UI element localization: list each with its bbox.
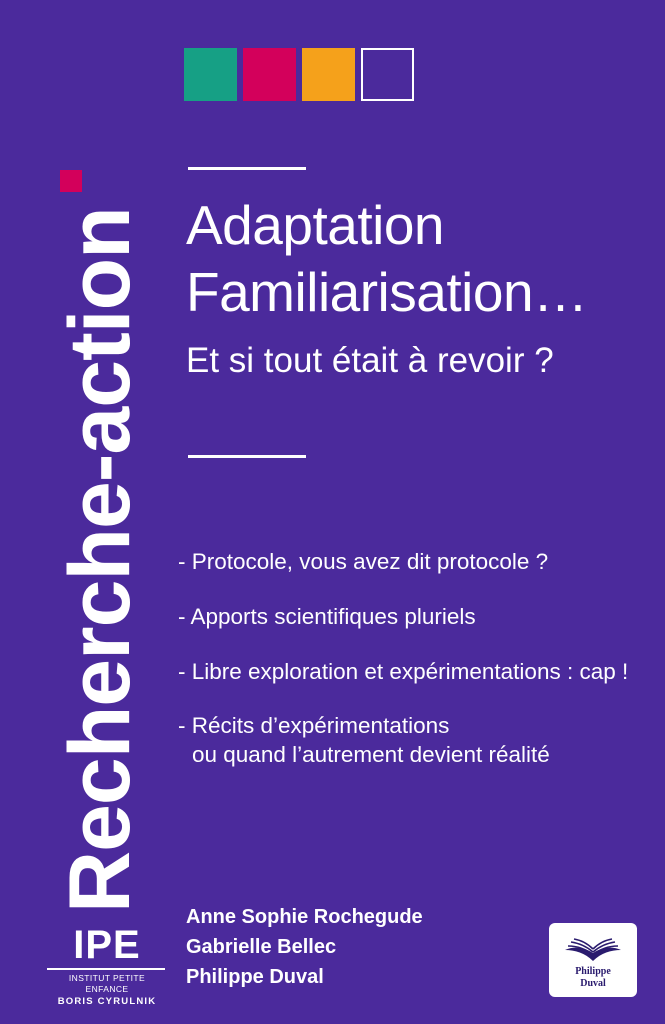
publisher-name-line-1: Philippe — [575, 966, 611, 977]
bullet-text-continuation: ou quand l’autrement devient réalité — [192, 742, 550, 768]
author-list — [186, 902, 423, 992]
ipe-logo-subtitle: INSTITUT PETITE ENFANCE — [68, 973, 146, 995]
bullet-list — [178, 548, 648, 796]
publisher-logo — [549, 923, 637, 997]
author-name: Anne Sophie Rochegude — [186, 906, 423, 928]
swatch-magenta — [243, 48, 296, 101]
list-item — [178, 712, 648, 770]
swatch-green — [184, 48, 237, 101]
list-item — [178, 603, 648, 632]
list-item — [178, 658, 648, 687]
swatch-orange — [302, 48, 355, 101]
author-name: Philippe Duval — [186, 966, 324, 988]
bullet-text: - Récits d’expérimentations — [178, 713, 450, 739]
title-block — [186, 192, 646, 384]
author-name: Gabrielle Bellec — [186, 936, 337, 958]
ipe-logo-mark: IPE — [73, 923, 141, 967]
title-line-2: Familiarisation… — [186, 261, 588, 324]
bullet-text: - Apports scientifiques pluriels — [178, 603, 476, 629]
list-item — [178, 548, 648, 577]
swatch-outline — [361, 48, 414, 101]
bullet-text: - Protocole, vous avez dit protocole ? — [178, 549, 549, 574]
divider-bottom — [188, 455, 306, 458]
series-band — [30, 0, 170, 1024]
title-line-1: Adaptation — [186, 194, 444, 256]
color-swatch-row — [184, 48, 414, 101]
title-subtitle: Et si tout était à revoir ? — [186, 341, 554, 381]
ipe-logo-subtitle-2: BORIS CYRULNIK — [57, 995, 157, 1007]
divider-top — [188, 167, 306, 170]
ipe-logo-divider — [47, 968, 165, 970]
publisher-name-line-2: Duval — [580, 977, 606, 989]
open-book-icon — [563, 933, 623, 966]
bullet-text: - Libre exploration et expérimentations : cap ! — [178, 658, 629, 684]
series-title: Recherche-action — [52, 207, 148, 913]
ipe-logo — [47, 925, 167, 1009]
